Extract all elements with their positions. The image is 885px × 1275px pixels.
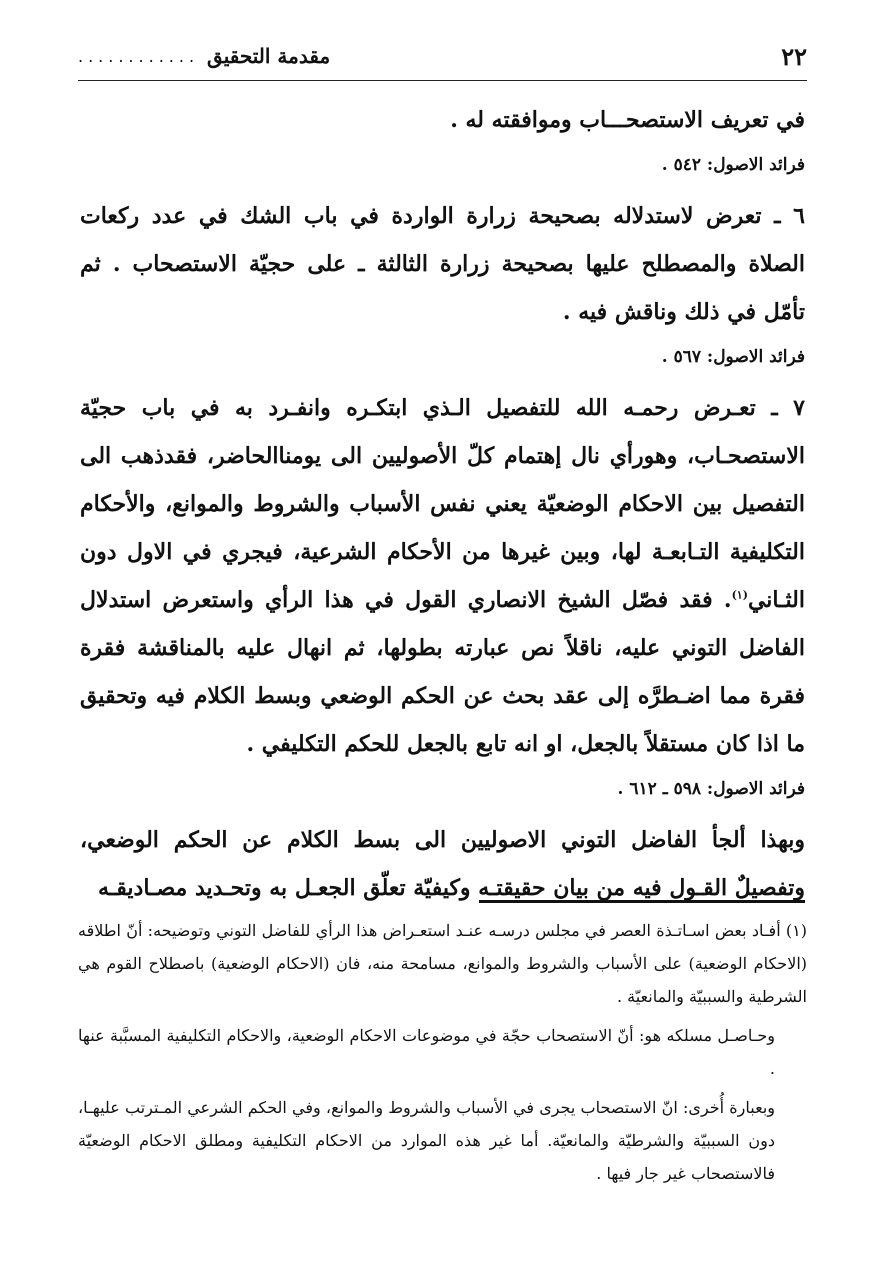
paragraph-6: ٦ ـ تعرض لاستدلاله بصحيحة زرارة الواردة في باب الشك في عدد ركعات الصلاة والمصطلح عليها بصحيحة زرارة الثالثة ـ على حجيّة الاستصحاب . ثم تأمّل في ذلك وناقش فيه . xyxy=(80,203,805,325)
footnote-1: (١) أفـاد بعض اسـاتـذة العصر في مجلس درسـه عنـد استعـراض هذا الرأي للفاضل التوني وتوضيحه: أنّ اطلاقه (الاحكام الوضعية) على الأسباب والشروط والموانع، مسامحة منه، فان (الاحكام الوضعية) باصطلاح القوم هي الشرطية والسببيّة والمانعيّة . xyxy=(78,921,807,1006)
reference-1: فرائد الاصول: ٥٤٢ . xyxy=(661,155,805,175)
footnote-1-para-3: وبعبارة أُخرى: انّ الاستصحاب يجرى في الأسباب والشروط والموانع، وفي الحكم الشرعي المـترتب عليهـا، دون السببيّة والشرطيّة والمانعيّة. أما غير هذه الموارد من الاحكام التكليفية ومطلق الاحكام الوضعيّة فالاستصحاب غير جار فيها . xyxy=(78,1098,776,1183)
running-title xyxy=(78,44,330,68)
footnote-marker[interactable]: (١) xyxy=(731,588,748,602)
page-number: ٢٢ xyxy=(781,41,807,71)
running-title-text: مقدمة التحقيق xyxy=(207,44,331,68)
paragraph-7-part-2: . فقد فصّل الشيخ الانصاري القول في هذا الرأي واستعرض استدلال الفاضل التوني عليه، ناقلاً نص عبارته بطولها، ثم انهال عليه بالمناقشة فقرة فقرة مما اضـطرَّه إلى عقد بحث عن الحكم الوضعي وبسط الكلام فيه وتحقيق ما اذا كان مستقلاً بالجعل، او انه تابع بالجعل للحكم التكليفي . xyxy=(80,587,805,757)
footnotes xyxy=(78,914,807,1196)
paragraph-7 xyxy=(80,384,805,768)
paragraph-1: في تعريف الاستصحـــاب وموافقته له . xyxy=(450,107,805,133)
leader-dots: ............ xyxy=(78,46,200,66)
paragraph-8: وبهذا ألجأ الفاضل التوني الاصوليين الى بسط الكلام عن الحكم الوضعي، وتفصيلٌ القـول فيه من بيان حقيقتـه وكيفيّة تعلّق الجعـل به وتحـديد مصـاديقـه xyxy=(80,827,805,901)
page-header xyxy=(78,32,807,81)
reference-3: فرائد الاصول: ٥٩٨ ـ ٦١٢ . xyxy=(617,779,805,799)
footnote-separator xyxy=(479,900,805,903)
reference-2: فرائد الاصول: ٥٦٧ . xyxy=(661,347,805,367)
footnote-1-para-2: وحـاصـل مسلكه هو: أنّ الاستصحاب حجّة في موضوعات الاحكام الوضعية، والاحكام التكليفية المسبَّبة عنها . xyxy=(78,1026,775,1078)
main-text xyxy=(80,96,805,912)
paragraph-7-part-1: ٧ ـ تعـرض رحمـه الله للتفصيل الـذي ابتكـره وانفـرد به في باب حجيّة الاستصحـاب، وهورأي نال إهتمام كلّ الأصوليين الى يومناالحاضر، فقدذهب الى التفصيل بين الاحكام الوضعيّة يعني نفس الأسباب والشروط والموانع، والأحكام التكليفية التـابعـة لها، وبين غيرها من الأحكام الشرعية، فيجري في الاول دون الثـاني xyxy=(80,395,805,613)
